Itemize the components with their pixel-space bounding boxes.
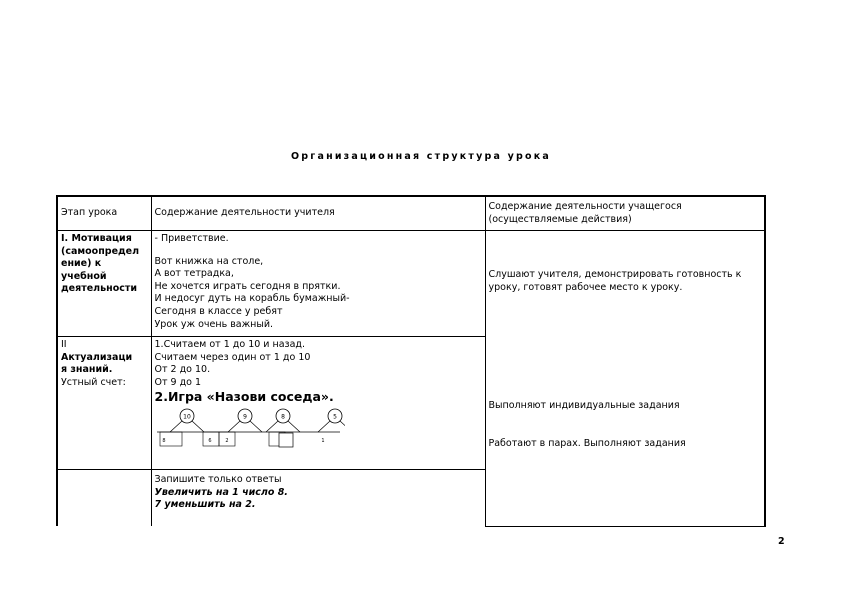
teacher-text: 1.Считаем от 1 до 10 и назад.: [154, 339, 305, 350]
teacher-text: И недосуг дуть на корабль бумажный-: [154, 293, 350, 305]
teacher-text: А вот тетрадка,: [154, 268, 234, 280]
student-activity-cell: [485, 231, 765, 527]
stage-text: Устный счет:: [61, 376, 126, 388]
box-number: 8: [161, 438, 166, 445]
box-number: 2: [224, 438, 229, 445]
stage-motivation: [57, 231, 151, 337]
teacher-text: Урок уж очень важный.: [154, 318, 274, 330]
table-header-row: [57, 196, 765, 231]
stage-text: я знаний.: [61, 364, 113, 376]
stage-empty: [57, 470, 151, 527]
document-title: Организационная структура урока: [291, 151, 551, 162]
empty-square: [279, 433, 293, 447]
stage-text: учебной: [61, 270, 107, 282]
lesson-structure-table: [56, 195, 766, 527]
stage-text: Актуализаци: [61, 351, 133, 363]
game-title: 2.Игра «Назови соседа».: [154, 389, 334, 405]
student-individual: Выполняют индивидуальные задания: [488, 400, 680, 411]
teacher-actualization: [151, 337, 485, 470]
teacher-answers: [151, 470, 485, 527]
circle-label: 10: [182, 413, 191, 421]
teacher-motivation: [151, 231, 485, 337]
page-number: 2: [778, 536, 785, 547]
teacher-text: 7 уменьшить на 2.: [154, 499, 256, 511]
stage-text: II: [61, 339, 67, 350]
teacher-text: Запишите только ответы: [154, 474, 282, 485]
stage-text: ение) к: [61, 258, 102, 270]
circle-label: 5: [332, 413, 337, 421]
teacher-text: Сегодня в классе у ребят: [154, 305, 283, 317]
circle-label: 8: [280, 413, 285, 421]
student-pairs: Работают в парах. Выполняют задания: [488, 438, 686, 449]
neighbor-game-diagram: [155, 406, 345, 452]
header-teacher: Содержание деятельности учителя: [151, 196, 485, 231]
stage-actualization: [57, 337, 151, 470]
stage-text: (самоопредел: [61, 245, 140, 257]
header-student: Содержание деятельности учащегося (осуществляемые действия): [485, 196, 765, 231]
stage-text: деятельности: [61, 283, 138, 295]
box-number: 1: [320, 438, 325, 445]
circle-label: 9: [242, 413, 247, 421]
teacher-text: От 9 до 1: [154, 376, 202, 388]
student-motivation: Слушают учителя, демонстрировать готовность к уроку, готовят рабочее место к уроку.: [488, 269, 742, 293]
teacher-text: - Приветствие.: [154, 233, 229, 244]
teacher-text: От 2 до 10.: [154, 364, 211, 376]
teacher-text: Считаем через один от 1 до 10: [154, 351, 311, 363]
teacher-text: Вот книжка на столе,: [154, 255, 264, 267]
teacher-text: Увеличить на 1 число 8.: [154, 486, 288, 498]
stage-text: I. Мотивация: [61, 233, 132, 244]
table-row-motivation: [57, 231, 765, 337]
box-number: 6: [207, 438, 212, 445]
teacher-text: Не хочется играть сегодня в прятки.: [154, 280, 341, 292]
header-stage: Этап урока: [57, 196, 151, 231]
